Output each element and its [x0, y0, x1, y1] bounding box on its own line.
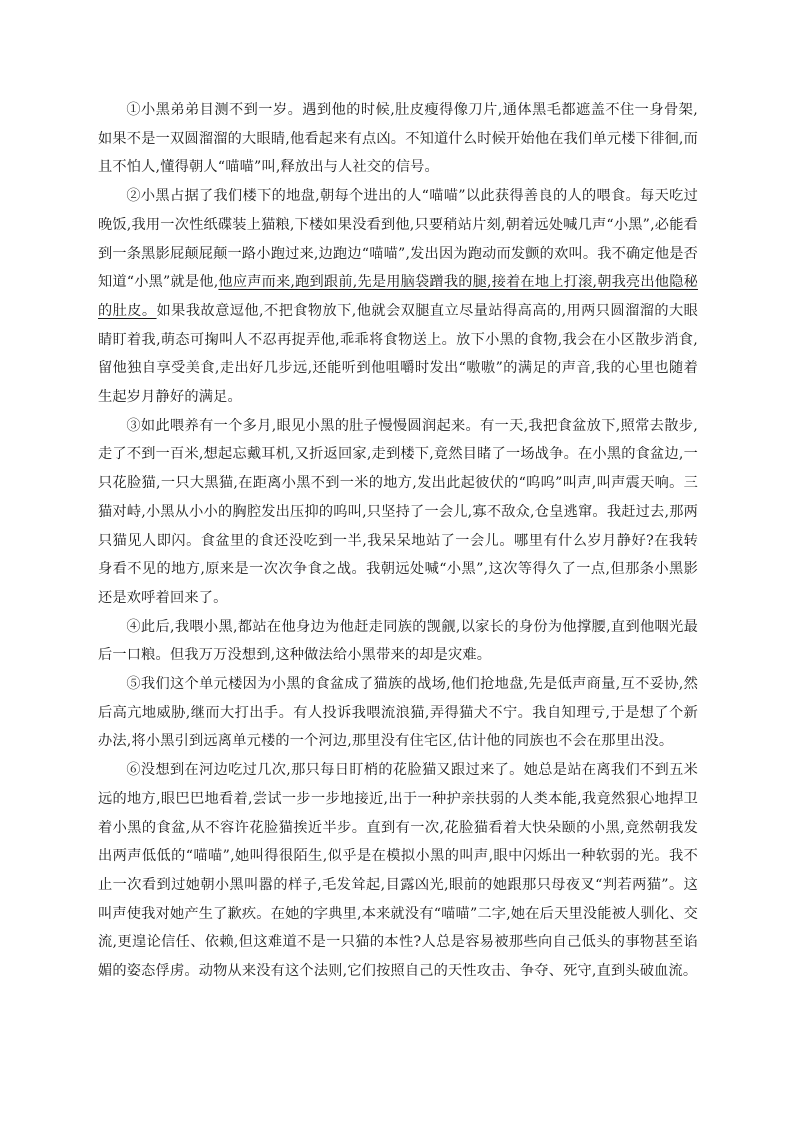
paragraph-4: ④此后,我喂小黑,都站在他身边为他赶走同族的觊觎,以家长的身份为他撑腰,直到他咽光最后一口粮。但我万万没想到,这种做法给小黑带来的却是灾难。: [98, 618, 698, 664]
paragraph-2: [98, 182, 698, 412]
paragraph-5: ⑤我们这个单元楼因为小黑的食盆成了猫族的战场,他们抢地盘,先是低声商量,互不妥协,然后高亢地威胁,继而大打出手。有人投诉我喂流浪猫,弄得猫犬不宁。我自知理亏,于是想了个新办法,将小黑引到远离单元楼的一个河边,那里没有住宅区,估计他的同族也不会在那里出没。: [98, 676, 698, 750]
article-body: [98, 96, 698, 986]
paragraph-1: ①小黑弟弟目测不到一岁。遇到他的时候,肚皮瘦得像刀片,通体黑毛都遮盖不住一身骨架,如果不是一双圆溜溜的大眼睛,他看起来有点凶。不知道什么时候开始他在我们单元楼下徘徊,而且不怕人,懂得朝人“喵喵”叫,释放出与人社交的信号。: [98, 102, 698, 176]
paragraph-3: ③如此喂养有一个多月,眼见小黑的肚子慢慢圆润起来。有一天,我把食盆放下,照常去散步,走了不到一百米,想起忘戴耳机,又折返回家,走到楼下,竟然目睹了一场战争。在小黑的食盆边,一只花脸猫,一只大黑猫,在距离小黑不到一米的地方,发出此起彼伏的“呜呜”叫声,叫声震天响。三猫对峙,小黑从小小的胸腔发出压抑的呜叫,只坚持了一会儿,寡不敌众,仓皇逃窜。我赶过去,那两只猫见人即闪。食盆里的食还没吃到一半,我呆呆地站了一会儿。哪里有什么岁月静好?在我转身看不见的地方,原来是一次次争食之战。我朝远处喊“小黑”,这次等得久了一点,但那条小黑影还是欢呼着回来了。: [98, 417, 698, 606]
paragraph-6: ⑥没想到在河边吃过几次,那只每日盯梢的花脸猫又跟过来了。她总是站在离我们不到五米远的地方,眼巴巴地看着,尝试一步一步地接近,出于一种护亲扶弱的人类本能,我竟然狠心地捍卫着小黑的食盆,从不容许花脸猫挨近半步。直到有一次,花脸猫看着大快朵颐的小黑,竟然朝我发出两声低低的“喵喵”,她叫得很陌生,似乎是在模拟小黑的叫声,眼中闪烁出一种软弱的光。我不止一次看到过她朝小黑叫嚣的样子,毛发耸起,目露凶光,眼前的她跟那只母夜叉“判若两猫”。这叫声使我对她产生了歉疚。在她的字典里,本来就没有“喵喵”二字,她在后天里没能被人驯化、交流,更遑论信任、依赖,但这难道不是一只猫的本性?人总是容易被那些向自己低头的事物甚至谄媚的姿态俘虏。动物从来没有这个法则,它们按照自己的天性攻击、争夺、死守,直到头破血流。: [98, 762, 698, 980]
paragraph-2-text-after: 如果我故意逗他,不把食物放下,他就会双腿直立尽量站得高高的,用两只圆溜溜的大眼睛盯着我,萌态可掬叫人不忍再捉弄他,乖乖将食物送上。放下小黑的食物,我会在小区散步消食,留他独自享受美食,走出好几步远,还能听到他咀嚼时发出“嗷嗷”的满足的声音,我的心里也随着生起岁月静好的满足。: [98, 302, 698, 406]
paragraph-2-text-before: ②小黑占据了我们楼下的地盘,朝每个进出的人“喵喵”以此获得善良的人的喂食。每天吃过晚饭,我用一次性纸碟装上猫粮,下楼如果没看到他,只要稍站片刻,朝着远处喊几声“小黑”,必能看到一条黑影屁颠屁颠一路小跑过来,边跑边“喵喵”,发出因为跑动而发颤的欢叫。我不确定他是否知道“小黑”就是他,: [98, 188, 698, 291]
underlined-sentence: 他应声而来,跑到跟前,先是用脑袋蹭我的腿,接着在地上打滚,朝我亮出他隐秘的肚皮。: [98, 274, 698, 319]
